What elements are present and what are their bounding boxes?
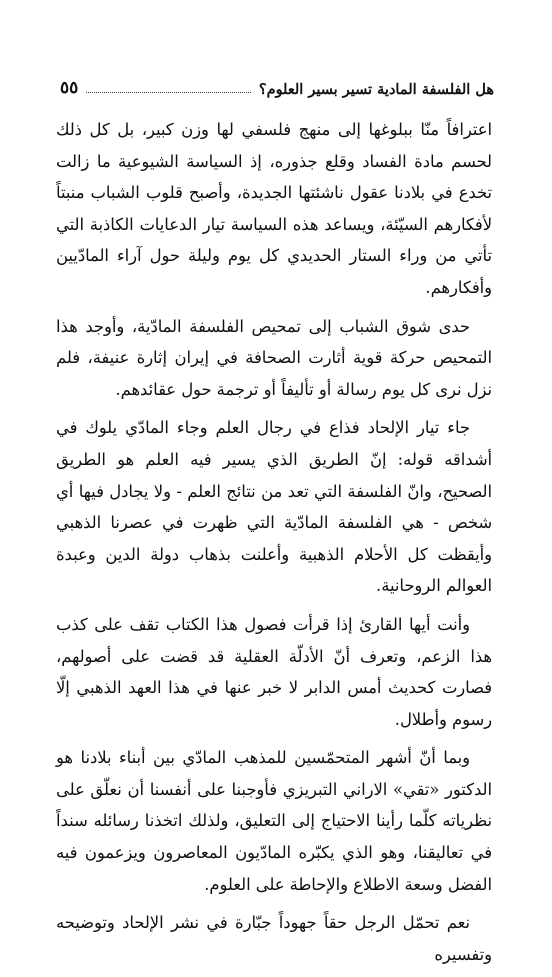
paragraph: نعم تحمّل الرجل حقاً جهوداً جبّارة في نشر الإلحاد وتوضيحه وتفسيره	[56, 913, 492, 964]
paragraph: جاء تيار الإلحاد فذاع في رجال العلم وجاء المادّي يلوك في أشداقه قوله: إنّ الطريق الذي يسير فيه العلم هو الطريق الصحيح، وانّ الفلسفة التي تعد من نتائج العلم - ولا يجادل فيها أي شخص - هي الفلسفة المادّية التي ظهرت في عصرنا الذهبي وأيقظت كل الأحلام الذهبية وأعلنت بذهاب دولة الدين وعبدة العوالم الروحانية.	[56, 418, 492, 596]
paragraph: وبما أنّ أشهر المتحمّسين للمذهب المادّي بين أبناء بلادنا هو الدكتور «تقي» الاراني التبريزي فأوجبنا على أنفسنا أن نعلّق على نظرياته كلّما رأينا الاحتياج إلى التعليق، ولذلك اتخذنا رسائله سنداً في تعاليقنا، وهو الذي يكبّره المادّيون المعاصرون ويزعمون فيه الفضل وسعة الاطلاع والإحاطة على العلوم.	[56, 748, 492, 894]
running-header	[60, 74, 494, 98]
body-text	[56, 114, 492, 977]
paragraph: وأنت أيها القارئ إذا قرأت فصول هذا الكتاب تقف على كذب هذا الزعم، وتعرف أنّ الأدلّة العقلية قد قضت على أصولهم، فصارت كحديث أمس الدابر لا خبر عنها في هذا العهد الذهبي إلّا رسوم وأطلال.	[56, 614, 492, 729]
page-number: ٥٥	[60, 78, 79, 98]
paragraph: اعترافاً منّا ببلوغها إلى منهج فلسفي لها وزن كبير، بل كل ذلك لحسم مادة الفساد وقلع جذوره، إذ السياسة الشيوعية ما زالت تخدع في بلادنا عقول ناشئتها الجديدة، وأصبح قلوب الشباب منبتاً لأفكارهم السيّئة، ويساعد هذه السياسة تيار الدعايات الكاذبة التي تأتي من وراء الستار الحديدي كل يوم وليلة حول آراء المادّيين وأفكارهم.	[56, 120, 492, 297]
header-title: هل الفلسفة المادية تسير بسير العلوم؟	[258, 81, 494, 98]
header-dotted-leader	[86, 92, 251, 93]
paragraph: حدى شوق الشباب إلى تمحيص الفلسفة المادّية، وأوجد هذا التمحيص حركة قوية أثارت الصحافة في إيران إثارة عنيفة، فلم نزل نرى كل يوم رسالة أو تأليفاً أو ترجمة حول عقائدهم.	[56, 316, 492, 399]
